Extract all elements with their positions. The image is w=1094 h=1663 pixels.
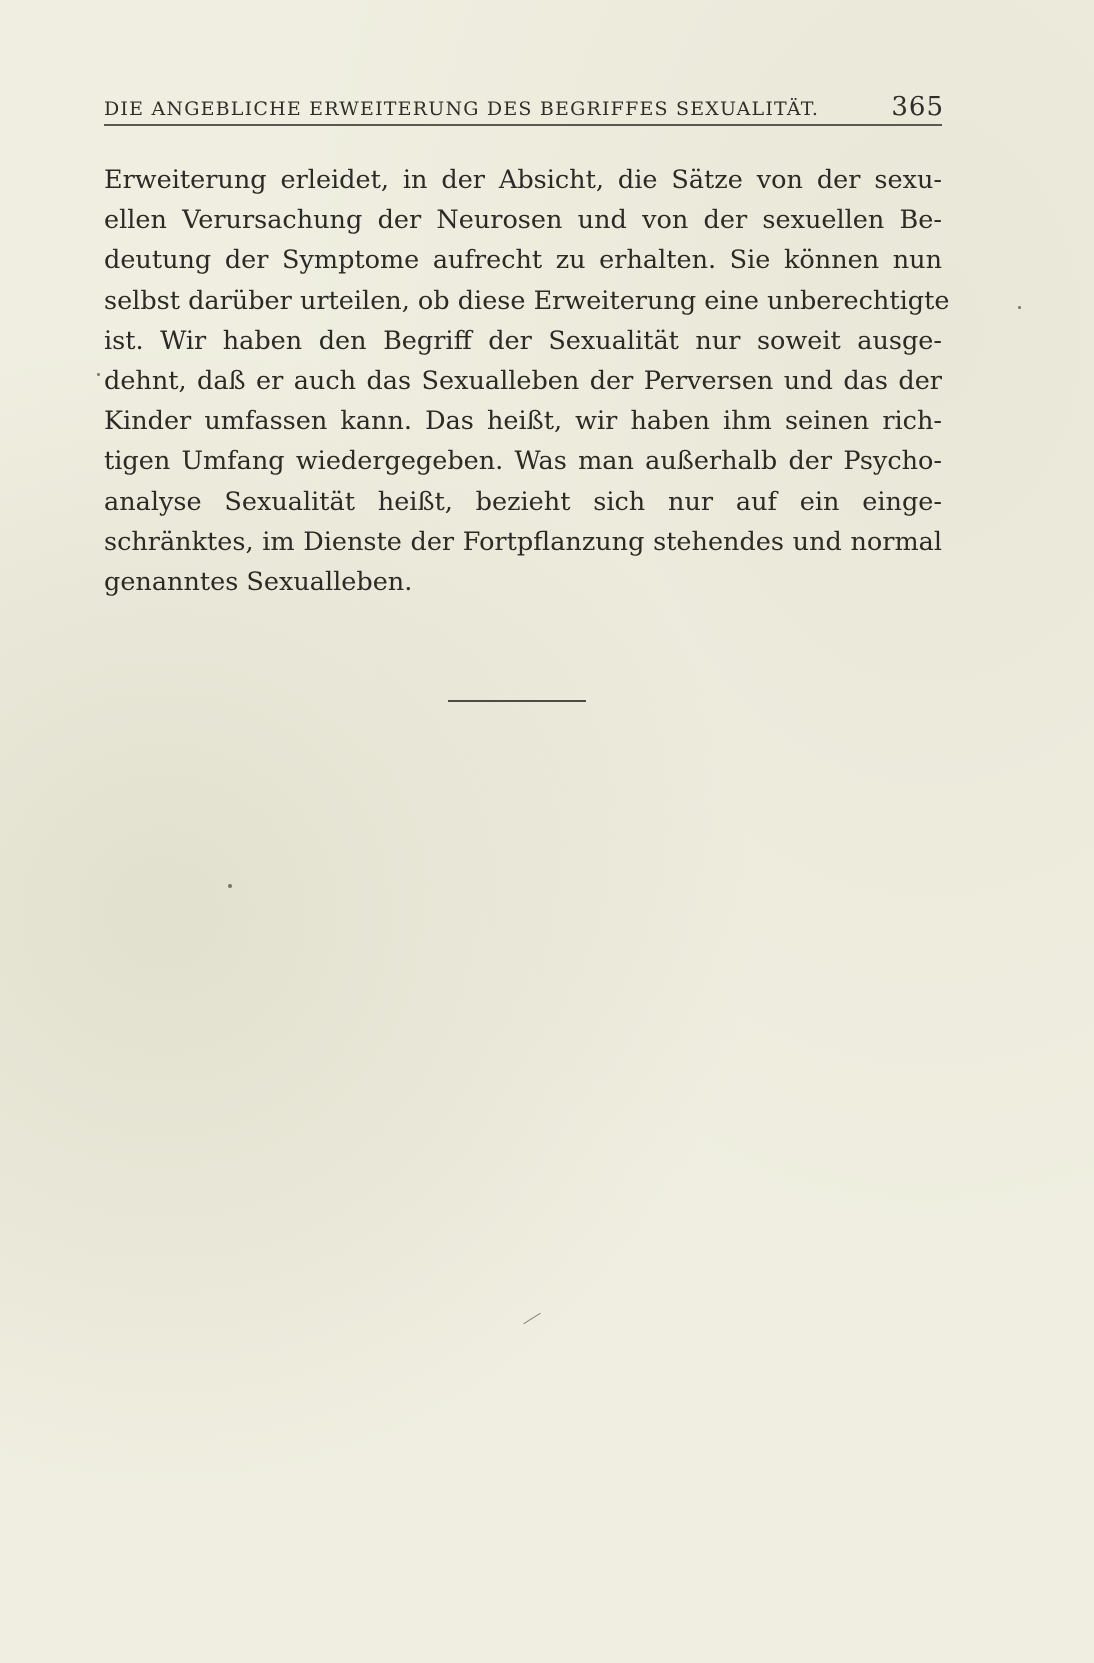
text-line: Erweiterung erleidet, in der Absicht, die Sätze von der sexu- xyxy=(104,165,942,195)
page-number: 365 xyxy=(891,92,944,122)
text-line: selbst darüber urteilen, ob diese Erweiterung eine unberechtigte xyxy=(104,285,950,316)
paper-speck xyxy=(228,884,232,888)
text-line: tigen Umfang wiedergegeben. Was man außerhalb der Psycho- xyxy=(104,446,942,477)
text-line: deutung der Symptome aufrecht zu erhalten. Sie können nun xyxy=(104,245,942,276)
body-paragraph xyxy=(104,160,950,602)
text-line: ist. Wir haben den Begriff der Sexualität nur soweit ausge- xyxy=(104,325,942,356)
text-line: schränktes, im Dienste der Fortpflanzung stehendes und normal xyxy=(104,526,942,557)
header-rule xyxy=(104,124,942,126)
section-end-rule xyxy=(448,700,586,702)
text-line: Kinder umfassen kann. Das heißt, wir haben ihm seinen rich- xyxy=(104,406,942,437)
text-line-last: genanntes Sexualleben. xyxy=(104,566,413,597)
pencil-mark xyxy=(523,1313,540,1324)
paper-speck xyxy=(97,373,100,376)
text-line: analyse Sexualität heißt, bezieht sich nur auf ein einge- xyxy=(104,486,942,517)
running-head xyxy=(104,84,944,120)
text-line: ellen Verursachung der Neurosen und von der sexuellen Be- xyxy=(104,205,942,236)
text-line: dehnt, daß er auch das Sexualleben der Perversen und das der xyxy=(104,365,942,396)
running-title: DIE ANGEBLICHE ERWEITERUNG DES BEGRIFFES SEXUALITÄT. xyxy=(104,98,820,120)
paper-speck xyxy=(1018,306,1021,309)
